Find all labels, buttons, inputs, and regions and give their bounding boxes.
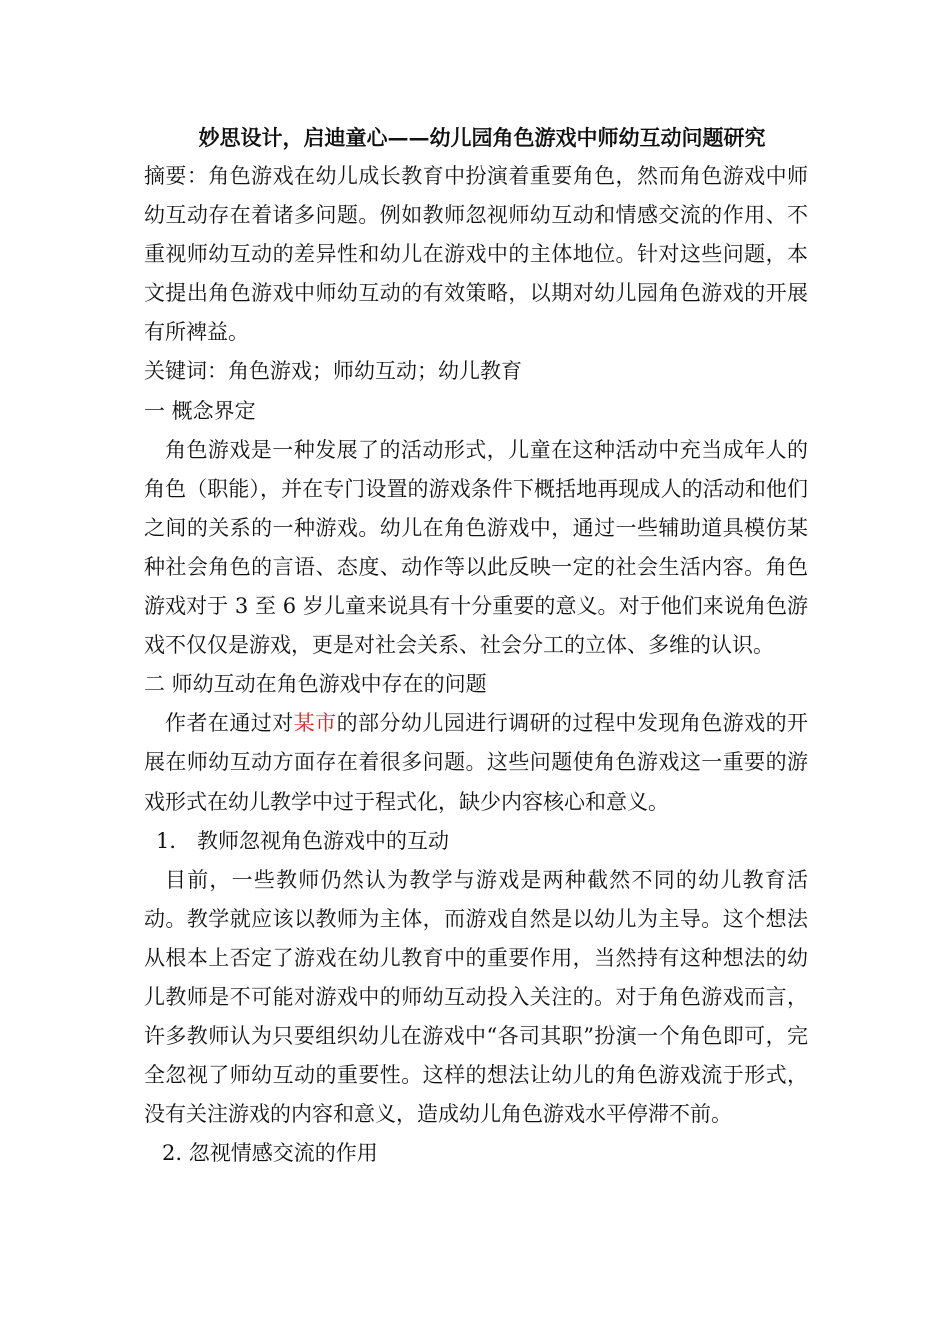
abstract-paragraph: 摘要：角色游戏在幼儿成长教育中扮演着重要角色，然而角色游戏中师幼互动存在着诸多问题。例如教师忽视师幼互动和情感交流的作用、不重视师幼互动的差异性和幼儿在游戏中的主体地位。针对这些问题，本文提出角色游戏中师幼互动的有效策略，以期对幼儿园角色游戏的开展有所裨益。 xyxy=(144,164,808,345)
section-2-body-rest: 的部分幼儿园进行调研的过程中发现角色游戏的开展在师幼互动方面存在着很多问题。这些问题使角色游戏这一重要的游戏形式在幼儿教学中过于程式化，缺少内容核心和意义。 xyxy=(144,711,809,814)
document-title: 妙思设计，启迪童心——幼儿园角色游戏中师幼互动问题研究 xyxy=(198,125,766,150)
item-1-heading: 1． 教师忽视角色游戏中的互动 xyxy=(156,828,450,853)
highlighted-city-text: 某市 xyxy=(293,711,337,736)
item-1-body: 目前，一些教师仍然认为教学与游戏是两种截然不同的幼儿教育活动。教学就应该以教师为主体，而游戏自然是以幼儿为主导。这个想法从根本上否定了游戏在幼儿教育中的重要作用，当然持有这种想法的幼儿教师是不可能对游戏中的师幼互动投入关注的。对于角色游戏而言，许多教师认为只要组织幼儿在游戏中“各司其职”扮演一个角色即可，完全忽视了师幼互动的重要性。这样的想法让幼儿的角色游戏流于形式，没有关注游戏的内容和意义，造成幼儿角色游戏水平停滞不前。 xyxy=(144,867,808,1127)
section-2-body-start: 作者在通过对 xyxy=(165,711,294,736)
section-2-heading: 二 师幼互动在角色游戏中存在的问题 xyxy=(144,672,487,697)
section-1-body: 角色游戏是一种发展了的活动形式，儿童在这种活动中充当成年人的角色（职能），并在专门设置的游戏条件下概括地再现成人的活动和他们之间的关系的一种游戏。幼儿在角色游戏中，通过一些辅助道具模仿某种社会角色的言语、态度、动作等以此反映一定的社会生活内容。角色游戏对于 3 至 6 岁儿童来说具有十分重要的意义。对于他们来说角色游戏不仅仅是游戏，更是对社会关系、社会分工的立体、多维的认识。 xyxy=(144,437,808,658)
document-content xyxy=(144,118,808,1173)
section-2-body xyxy=(144,704,808,821)
section-1-heading: 一 概念界定 xyxy=(144,398,256,423)
item-2-heading: 2. 忽视情感交流的作用 xyxy=(162,1141,378,1166)
keywords-line: 关键词：角色游戏；师幼互动；幼儿教育 xyxy=(144,359,522,384)
